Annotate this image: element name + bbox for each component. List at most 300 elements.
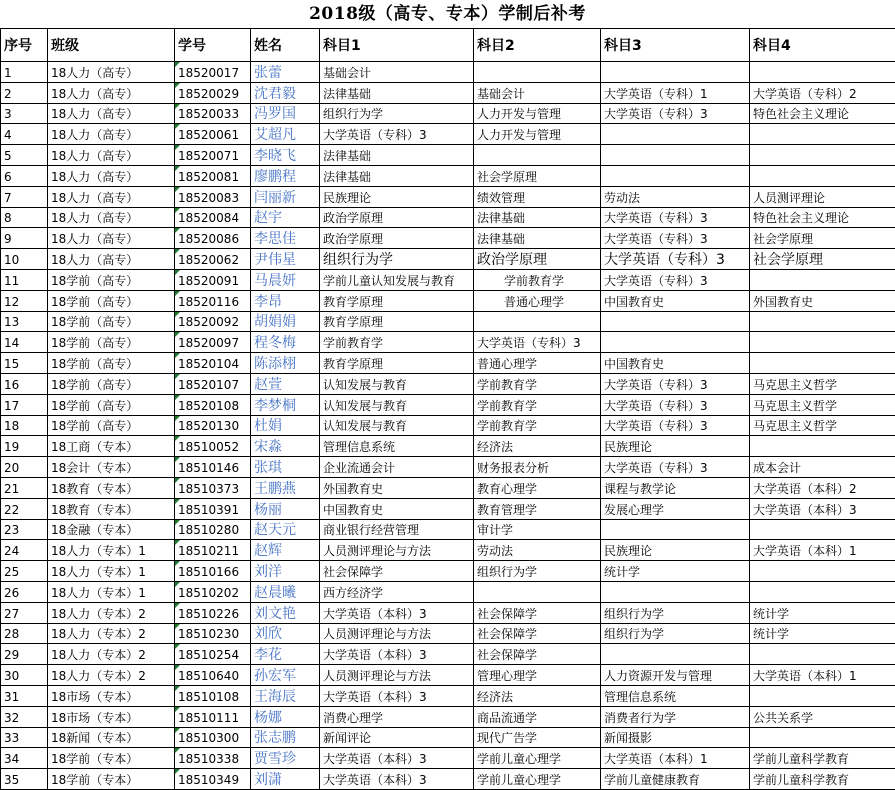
cell-no[interactable]: 14 — [1, 332, 48, 353]
cell-student-id[interactable]: 18520083 — [175, 186, 251, 207]
cell-no[interactable]: 9 — [1, 228, 48, 249]
cell-subject-4[interactable] — [750, 519, 895, 540]
cell-subject-4[interactable]: 外国教育史 — [750, 290, 895, 311]
cell-subject-2[interactable]: 财务报表分析 — [474, 457, 601, 478]
cell-no[interactable]: 17 — [1, 394, 48, 415]
cell-no[interactable]: 4 — [1, 124, 48, 145]
table-row — [1, 748, 895, 769]
cell-class[interactable]: 18学前（高专） — [48, 415, 175, 436]
cell-subject-1[interactable]: 认知发展与教育 — [320, 373, 474, 394]
cell-subject-4[interactable] — [750, 311, 895, 332]
cell-student-id[interactable]: 18520081 — [175, 165, 251, 186]
cell-student-id[interactable]: 18510280 — [175, 519, 251, 540]
cell-student-id[interactable]: 18510300 — [175, 727, 251, 748]
cell-class[interactable]: 18人力（专本）2 — [48, 644, 175, 665]
cell-no[interactable]: 32 — [1, 706, 48, 727]
cell-student-id[interactable]: 18520071 — [175, 145, 251, 166]
cell-no[interactable]: 16 — [1, 373, 48, 394]
cell-subject-2[interactable]: 学前儿童心理学 — [474, 748, 601, 769]
cell-subject-2[interactable]: 社会保障学 — [474, 602, 601, 623]
cell-name[interactable]: 刘文艳 — [251, 602, 320, 623]
cell-class[interactable]: 18学前（高专） — [48, 290, 175, 311]
cell-subject-4[interactable]: 特色社会主义理论 — [750, 103, 895, 124]
cell-subject-2[interactable] — [474, 62, 601, 83]
cell-name[interactable]: 贾雪珍 — [251, 748, 320, 769]
cell-subject-4[interactable]: 马克思主义哲学 — [750, 394, 895, 415]
cell-subject-1[interactable]: 社会保障学 — [320, 561, 474, 582]
cell-name[interactable]: 马晨妍 — [251, 269, 320, 290]
cell-name[interactable]: 程冬梅 — [251, 332, 320, 353]
header-subject-3[interactable]: 科目3 — [601, 29, 750, 62]
table-row — [1, 436, 895, 457]
cell-name[interactable]: 刘洋 — [251, 561, 320, 582]
cell-no[interactable]: 8 — [1, 207, 48, 228]
cell-name[interactable]: 李梦桐 — [251, 394, 320, 415]
cell-subject-4[interactable]: 大学英语（本科）1 — [750, 540, 895, 561]
cell-class[interactable]: 18人力（专本）1 — [48, 561, 175, 582]
cell-subject-1[interactable]: 民族理论 — [320, 186, 474, 207]
cell-subject-1[interactable]: 学前儿童认知发展与教育 — [320, 269, 474, 290]
cell-subject-4[interactable] — [750, 561, 895, 582]
cell-class[interactable]: 18人力（高专） — [48, 82, 175, 103]
cell-class[interactable]: 18学前（高专） — [48, 394, 175, 415]
cell-no[interactable]: 30 — [1, 665, 48, 686]
cell-student-id[interactable]: 18520097 — [175, 332, 251, 353]
cell-class[interactable]: 18学前（高专） — [48, 332, 175, 353]
cell-student-id[interactable]: 18520104 — [175, 353, 251, 374]
cell-subject-3[interactable] — [601, 581, 750, 602]
cell-no[interactable]: 23 — [1, 519, 48, 540]
cell-student-id[interactable]: 18520116 — [175, 290, 251, 311]
cell-subject-4[interactable]: 社会学原理 — [750, 249, 895, 270]
cell-name[interactable]: 李思佳 — [251, 228, 320, 249]
cell-student-id[interactable]: 18520084 — [175, 207, 251, 228]
cell-subject-2[interactable]: 普通心理学 — [474, 290, 601, 311]
cell-student-id[interactable]: 18520033 — [175, 103, 251, 124]
cell-class[interactable]: 18人力（高专） — [48, 103, 175, 124]
cell-subject-1[interactable]: 管理信息系统 — [320, 436, 474, 457]
cell-class[interactable]: 18人力（高专） — [48, 165, 175, 186]
cell-subject-1[interactable]: 教育学原理 — [320, 311, 474, 332]
cell-class[interactable]: 18人力（高专） — [48, 62, 175, 83]
cell-subject-3[interactable] — [601, 332, 750, 353]
cell-subject-4[interactable] — [750, 581, 895, 602]
cell-subject-1[interactable]: 政治学原理 — [320, 228, 474, 249]
cell-subject-1[interactable]: 组织行为学 — [320, 249, 474, 270]
cell-subject-1[interactable]: 法律基础 — [320, 145, 474, 166]
cell-subject-2[interactable]: 现代广告学 — [474, 727, 601, 748]
cell-no[interactable]: 2 — [1, 82, 48, 103]
cell-subject-4[interactable]: 统计学 — [750, 623, 895, 644]
cell-name[interactable]: 胡娟娟 — [251, 311, 320, 332]
cell-no[interactable]: 18 — [1, 415, 48, 436]
cell-student-id[interactable]: 18510373 — [175, 477, 251, 498]
cell-name[interactable]: 沈君毅 — [251, 82, 320, 103]
table-row — [1, 498, 895, 519]
cell-name[interactable]: 杨丽 — [251, 498, 320, 519]
cell-subject-4[interactable]: 大学英语（专科）2 — [750, 82, 895, 103]
cell-subject-2[interactable]: 大学英语（专科）3 — [474, 332, 601, 353]
cell-subject-4[interactable] — [750, 62, 895, 83]
cell-subject-3[interactable]: 大学英语（专科）3 — [601, 415, 750, 436]
cell-class[interactable]: 18学前（高专） — [48, 269, 175, 290]
cell-subject-3[interactable]: 大学英语（专科）3 — [601, 228, 750, 249]
cell-subject-3[interactable]: 大学英语（专科）3 — [601, 373, 750, 394]
table-row — [1, 82, 895, 103]
cell-subject-4[interactable]: 马克思主义哲学 — [750, 415, 895, 436]
cell-subject-4[interactable]: 大学英语（本科）3 — [750, 498, 895, 519]
cell-no[interactable]: 25 — [1, 561, 48, 582]
cell-subject-4[interactable]: 大学英语（本科）2 — [750, 477, 895, 498]
cell-subject-1[interactable]: 认知发展与教育 — [320, 415, 474, 436]
cell-subject-2[interactable] — [474, 145, 601, 166]
cell-subject-1[interactable]: 教育学原理 — [320, 353, 474, 374]
cell-subject-3[interactable]: 课程与教学论 — [601, 477, 750, 498]
cell-class[interactable]: 18人力（专本）1 — [48, 581, 175, 602]
cell-subject-2[interactable]: 学前教育学 — [474, 394, 601, 415]
cell-no[interactable]: 35 — [1, 769, 48, 790]
cell-subject-4[interactable]: 人员测评理论 — [750, 186, 895, 207]
cell-class[interactable]: 18人力（高专） — [48, 186, 175, 207]
cell-name[interactable]: 杨娜 — [251, 706, 320, 727]
cell-name[interactable]: 赵宇 — [251, 207, 320, 228]
cell-student-id[interactable]: 18520017 — [175, 62, 251, 83]
cell-subject-4[interactable]: 公共关系学 — [750, 706, 895, 727]
cell-student-id[interactable]: 18510230 — [175, 623, 251, 644]
cell-subject-2[interactable]: 组织行为学 — [474, 561, 601, 582]
cell-subject-2[interactable]: 社会保障学 — [474, 644, 601, 665]
cell-subject-4[interactable]: 特色社会主义理论 — [750, 207, 895, 228]
cell-student-id[interactable]: 18510391 — [175, 498, 251, 519]
cell-subject-1[interactable]: 大学英语（本科）3 — [320, 644, 474, 665]
cell-student-id[interactable]: 18520091 — [175, 269, 251, 290]
cell-subject-2[interactable]: 普通心理学 — [474, 353, 601, 374]
cell-subject-3[interactable]: 民族理论 — [601, 540, 750, 561]
cell-subject-2[interactable] — [474, 311, 601, 332]
cell-class[interactable]: 18市场（专本） — [48, 706, 175, 727]
header-row — [1, 29, 895, 62]
cell-subject-2[interactable]: 学前教育学 — [474, 373, 601, 394]
cell-no[interactable]: 11 — [1, 269, 48, 290]
cell-subject-2[interactable]: 学前教育学 — [474, 269, 601, 290]
cell-subject-3[interactable] — [601, 644, 750, 665]
cell-subject-2[interactable]: 基础会计 — [474, 82, 601, 103]
cell-class[interactable]: 18学前（高专） — [48, 373, 175, 394]
cell-subject-3[interactable]: 大学英语（专科）3 — [601, 394, 750, 415]
cell-subject-2[interactable] — [474, 581, 601, 602]
cell-subject-1[interactable]: 人员测评理论与方法 — [320, 540, 474, 561]
cell-subject-1[interactable]: 法律基础 — [320, 165, 474, 186]
cell-no[interactable]: 33 — [1, 727, 48, 748]
cell-subject-4[interactable] — [750, 124, 895, 145]
cell-no[interactable]: 22 — [1, 498, 48, 519]
cell-subject-4[interactable]: 大学英语（本科）1 — [750, 665, 895, 686]
cell-subject-3[interactable] — [601, 519, 750, 540]
cell-name[interactable]: 王海辰 — [251, 685, 320, 706]
cell-name[interactable]: 赵天元 — [251, 519, 320, 540]
cell-subject-4[interactable]: 马克思主义哲学 — [750, 373, 895, 394]
cell-subject-2[interactable]: 学前儿童心理学 — [474, 769, 601, 790]
header-no[interactable]: 序号 — [1, 29, 48, 62]
cell-subject-2[interactable]: 管理心理学 — [474, 665, 601, 686]
cell-subject-4[interactable] — [750, 332, 895, 353]
cell-subject-3[interactable]: 消费者行为学 — [601, 706, 750, 727]
cell-no[interactable]: 27 — [1, 602, 48, 623]
cell-subject-2[interactable]: 经济法 — [474, 436, 601, 457]
cell-subject-3[interactable]: 组织行为学 — [601, 623, 750, 644]
cell-subject-3[interactable] — [601, 145, 750, 166]
cell-subject-4[interactable]: 学前儿童科学教育 — [750, 769, 895, 790]
header-subject-1[interactable]: 科目1 — [320, 29, 474, 62]
cell-subject-3[interactable] — [601, 165, 750, 186]
cell-student-id[interactable]: 18510111 — [175, 706, 251, 727]
cell-class[interactable]: 18新闻（专本） — [48, 727, 175, 748]
cell-student-id[interactable]: 18510052 — [175, 436, 251, 457]
cell-student-id[interactable]: 18520107 — [175, 373, 251, 394]
cell-no[interactable]: 28 — [1, 623, 48, 644]
cell-name[interactable]: 杜娟 — [251, 415, 320, 436]
cell-student-id[interactable]: 18520108 — [175, 394, 251, 415]
cell-name[interactable]: 张志鹏 — [251, 727, 320, 748]
table-row — [1, 145, 895, 166]
cell-name[interactable]: 赵晨曦 — [251, 581, 320, 602]
cell-class[interactable]: 18学前（专本） — [48, 769, 175, 790]
cell-subject-3[interactable]: 统计学 — [601, 561, 750, 582]
cell-subject-3[interactable]: 中国教育史 — [601, 353, 750, 374]
cell-subject-3[interactable]: 管理信息系统 — [601, 685, 750, 706]
table-row — [1, 62, 895, 83]
cell-subject-3[interactable] — [601, 124, 750, 145]
cell-subject-3[interactable]: 发展心理学 — [601, 498, 750, 519]
cell-name[interactable]: 艾超凡 — [251, 124, 320, 145]
cell-no[interactable]: 29 — [1, 644, 48, 665]
header-name[interactable]: 姓名 — [251, 29, 320, 62]
cell-student-id[interactable]: 18520086 — [175, 228, 251, 249]
cell-student-id[interactable]: 18510202 — [175, 581, 251, 602]
cell-student-id[interactable]: 18510166 — [175, 561, 251, 582]
cell-no[interactable]: 24 — [1, 540, 48, 561]
cell-name[interactable]: 冯罗国 — [251, 103, 320, 124]
cell-student-id[interactable]: 18510146 — [175, 457, 251, 478]
cell-subject-1[interactable]: 人员测评理论与方法 — [320, 665, 474, 686]
cell-no[interactable]: 1 — [1, 62, 48, 83]
cell-no[interactable]: 34 — [1, 748, 48, 769]
header-subject-4[interactable]: 科目4 — [750, 29, 895, 62]
cell-class[interactable]: 18人力（专本）2 — [48, 665, 175, 686]
cell-student-id[interactable]: 18510226 — [175, 602, 251, 623]
cell-no[interactable]: 19 — [1, 436, 48, 457]
cell-student-id[interactable]: 18510640 — [175, 665, 251, 686]
cell-student-id[interactable]: 18510211 — [175, 540, 251, 561]
cell-student-id[interactable]: 18520061 — [175, 124, 251, 145]
cell-subject-1[interactable]: 教育学原理 — [320, 290, 474, 311]
cell-subject-2[interactable]: 法律基础 — [474, 207, 601, 228]
cell-subject-1[interactable]: 商业银行经营管理 — [320, 519, 474, 540]
cell-subject-2[interactable]: 学前教育学 — [474, 415, 601, 436]
cell-subject-2[interactable]: 商品流通学 — [474, 706, 601, 727]
cell-no[interactable]: 7 — [1, 186, 48, 207]
cell-student-id[interactable]: 18510349 — [175, 769, 251, 790]
cell-subject-1[interactable]: 大学英语（本科）3 — [320, 685, 474, 706]
cell-subject-3[interactable]: 学前儿童健康教育 — [601, 769, 750, 790]
header-class[interactable]: 班级 — [48, 29, 175, 62]
cell-no[interactable]: 15 — [1, 353, 48, 374]
cell-name[interactable]: 李昂 — [251, 290, 320, 311]
cell-name[interactable]: 刘潇 — [251, 769, 320, 790]
cell-subject-3[interactable]: 劳动法 — [601, 186, 750, 207]
cell-student-id[interactable]: 18510254 — [175, 644, 251, 665]
cell-subject-3[interactable]: 大学英语（本科）1 — [601, 748, 750, 769]
cell-no[interactable]: 13 — [1, 311, 48, 332]
cell-subject-3[interactable]: 组织行为学 — [601, 602, 750, 623]
cell-name[interactable]: 王鹏燕 — [251, 477, 320, 498]
cell-class[interactable]: 18教育（专本） — [48, 498, 175, 519]
cell-subject-4[interactable]: 成本会计 — [750, 457, 895, 478]
cell-name[interactable]: 刘欣 — [251, 623, 320, 644]
cell-class[interactable]: 18学前（专本） — [48, 748, 175, 769]
cell-subject-3[interactable]: 大学英语（专科）3 — [601, 103, 750, 124]
cell-subject-2[interactable]: 审计学 — [474, 519, 601, 540]
cell-name[interactable]: 闫丽新 — [251, 186, 320, 207]
cell-name[interactable]: 廖鹏程 — [251, 165, 320, 186]
cell-subject-1[interactable]: 消费心理学 — [320, 706, 474, 727]
cell-subject-3[interactable]: 大学英语（专科）3 — [601, 457, 750, 478]
cell-no[interactable]: 5 — [1, 145, 48, 166]
cell-student-id[interactable]: 18520092 — [175, 311, 251, 332]
cell-name[interactable]: 赵辉 — [251, 540, 320, 561]
cell-subject-1[interactable]: 人员测评理论与方法 — [320, 623, 474, 644]
cell-class[interactable]: 18人力（专本）2 — [48, 623, 175, 644]
cell-name[interactable]: 赵萱 — [251, 373, 320, 394]
cell-subject-2[interactable]: 经济法 — [474, 685, 601, 706]
cell-subject-4[interactable] — [750, 685, 895, 706]
cell-subject-1[interactable]: 组织行为学 — [320, 103, 474, 124]
cell-name[interactable]: 张琪 — [251, 457, 320, 478]
cell-class[interactable]: 18学前（高专） — [48, 353, 175, 374]
cell-subject-3[interactable]: 民族理论 — [601, 436, 750, 457]
table-row — [1, 353, 895, 374]
cell-no[interactable]: 21 — [1, 477, 48, 498]
cell-subject-1[interactable]: 企业流通会计 — [320, 457, 474, 478]
cell-subject-3[interactable]: 大学英语（专科）1 — [601, 82, 750, 103]
cell-class[interactable]: 18市场（专本） — [48, 685, 175, 706]
cell-class[interactable]: 18人力（专本）1 — [48, 540, 175, 561]
cell-subject-2[interactable]: 法律基础 — [474, 228, 601, 249]
cell-subject-4[interactable] — [750, 644, 895, 665]
cell-subject-1[interactable]: 中国教育史 — [320, 498, 474, 519]
cell-subject-1[interactable]: 大学英语（专科）3 — [320, 124, 474, 145]
cell-name[interactable]: 宋淼 — [251, 436, 320, 457]
cell-subject-4[interactable] — [750, 727, 895, 748]
table-row — [1, 207, 895, 228]
cell-no[interactable]: 3 — [1, 103, 48, 124]
cell-student-id[interactable]: 18520062 — [175, 249, 251, 270]
cell-class[interactable]: 18人力（高专） — [48, 145, 175, 166]
cell-student-id[interactable]: 18520029 — [175, 82, 251, 103]
cell-no[interactable]: 12 — [1, 290, 48, 311]
cell-name[interactable]: 张蕾 — [251, 62, 320, 83]
cell-subject-1[interactable]: 学前教育学 — [320, 332, 474, 353]
cell-subject-1[interactable]: 大学英语（本科）3 — [320, 769, 474, 790]
cell-subject-2[interactable]: 教育管理学 — [474, 498, 601, 519]
cell-name[interactable]: 李花 — [251, 644, 320, 665]
cell-subject-1[interactable]: 西方经济学 — [320, 581, 474, 602]
cell-subject-2[interactable]: 教育心理学 — [474, 477, 601, 498]
cell-class[interactable]: 18人力（专本）2 — [48, 602, 175, 623]
cell-student-id[interactable]: 18520130 — [175, 415, 251, 436]
cell-class[interactable]: 18人力（高专） — [48, 124, 175, 145]
cell-subject-2[interactable]: 政治学原理 — [474, 249, 601, 270]
cell-subject-2[interactable]: 绩效管理 — [474, 186, 601, 207]
cell-name[interactable]: 尹伟星 — [251, 249, 320, 270]
table-row — [1, 519, 895, 540]
cell-class[interactable]: 18会计（专本） — [48, 457, 175, 478]
cell-subject-4[interactable] — [750, 436, 895, 457]
cell-subject-4[interactable]: 统计学 — [750, 602, 895, 623]
cell-subject-4[interactable]: 学前儿童科学教育 — [750, 748, 895, 769]
cell-class[interactable]: 18金融（专本） — [48, 519, 175, 540]
cell-subject-2[interactable]: 人力开发与管理 — [474, 124, 601, 145]
header-student-id[interactable]: 学号 — [175, 29, 251, 62]
cell-subject-3[interactable] — [601, 62, 750, 83]
cell-no[interactable]: 26 — [1, 581, 48, 602]
cell-subject-1[interactable]: 法律基础 — [320, 82, 474, 103]
cell-subject-2[interactable]: 社会保障学 — [474, 623, 601, 644]
cell-subject-3[interactable]: 新闻摄影 — [601, 727, 750, 748]
header-subject-2[interactable]: 科目2 — [474, 29, 601, 62]
cell-subject-1[interactable]: 认知发展与教育 — [320, 394, 474, 415]
cell-class[interactable]: 18教育（专本） — [48, 477, 175, 498]
cell-subject-1[interactable]: 大学英语（本科）3 — [320, 748, 474, 769]
cell-name[interactable]: 孙宏军 — [251, 665, 320, 686]
cell-name[interactable]: 李晓飞 — [251, 145, 320, 166]
makeup-exam-table — [0, 28, 895, 790]
cell-subject-3[interactable]: 大学英语（专科）3 — [601, 249, 750, 270]
cell-student-id[interactable]: 18510108 — [175, 685, 251, 706]
cell-name[interactable]: 陈添栩 — [251, 353, 320, 374]
cell-subject-3[interactable]: 中国教育史 — [601, 290, 750, 311]
cell-subject-2[interactable]: 人力开发与管理 — [474, 103, 601, 124]
cell-subject-4[interactable] — [750, 269, 895, 290]
cell-subject-4[interactable] — [750, 353, 895, 374]
cell-no[interactable]: 6 — [1, 165, 48, 186]
cell-subject-1[interactable]: 政治学原理 — [320, 207, 474, 228]
cell-student-id[interactable]: 18510338 — [175, 748, 251, 769]
cell-subject-1[interactable]: 基础会计 — [320, 62, 474, 83]
cell-class[interactable]: 18人力（高专） — [48, 228, 175, 249]
cell-class[interactable]: 18工商（专本） — [48, 436, 175, 457]
cell-subject-2[interactable]: 劳动法 — [474, 540, 601, 561]
table-row — [1, 124, 895, 145]
cell-subject-4[interactable]: 社会学原理 — [750, 228, 895, 249]
cell-subject-3[interactable]: 大学英语（专科）3 — [601, 207, 750, 228]
cell-class[interactable]: 18学前（高专） — [48, 311, 175, 332]
cell-no[interactable]: 31 — [1, 685, 48, 706]
cell-class[interactable]: 18人力（高专） — [48, 249, 175, 270]
cell-subject-1[interactable]: 外国教育史 — [320, 477, 474, 498]
cell-subject-4[interactable] — [750, 165, 895, 186]
cell-subject-3[interactable]: 人力资源开发与管理 — [601, 665, 750, 686]
cell-no[interactable]: 20 — [1, 457, 48, 478]
cell-subject-3[interactable] — [601, 311, 750, 332]
cell-subject-4[interactable] — [750, 145, 895, 166]
cell-subject-1[interactable]: 大学英语（本科）3 — [320, 602, 474, 623]
cell-subject-3[interactable]: 大学英语（专科）3 — [601, 269, 750, 290]
cell-class[interactable]: 18人力（高专） — [48, 207, 175, 228]
cell-subject-1[interactable]: 新闻评论 — [320, 727, 474, 748]
cell-no[interactable]: 10 — [1, 249, 48, 270]
cell-subject-2[interactable]: 社会学原理 — [474, 165, 601, 186]
